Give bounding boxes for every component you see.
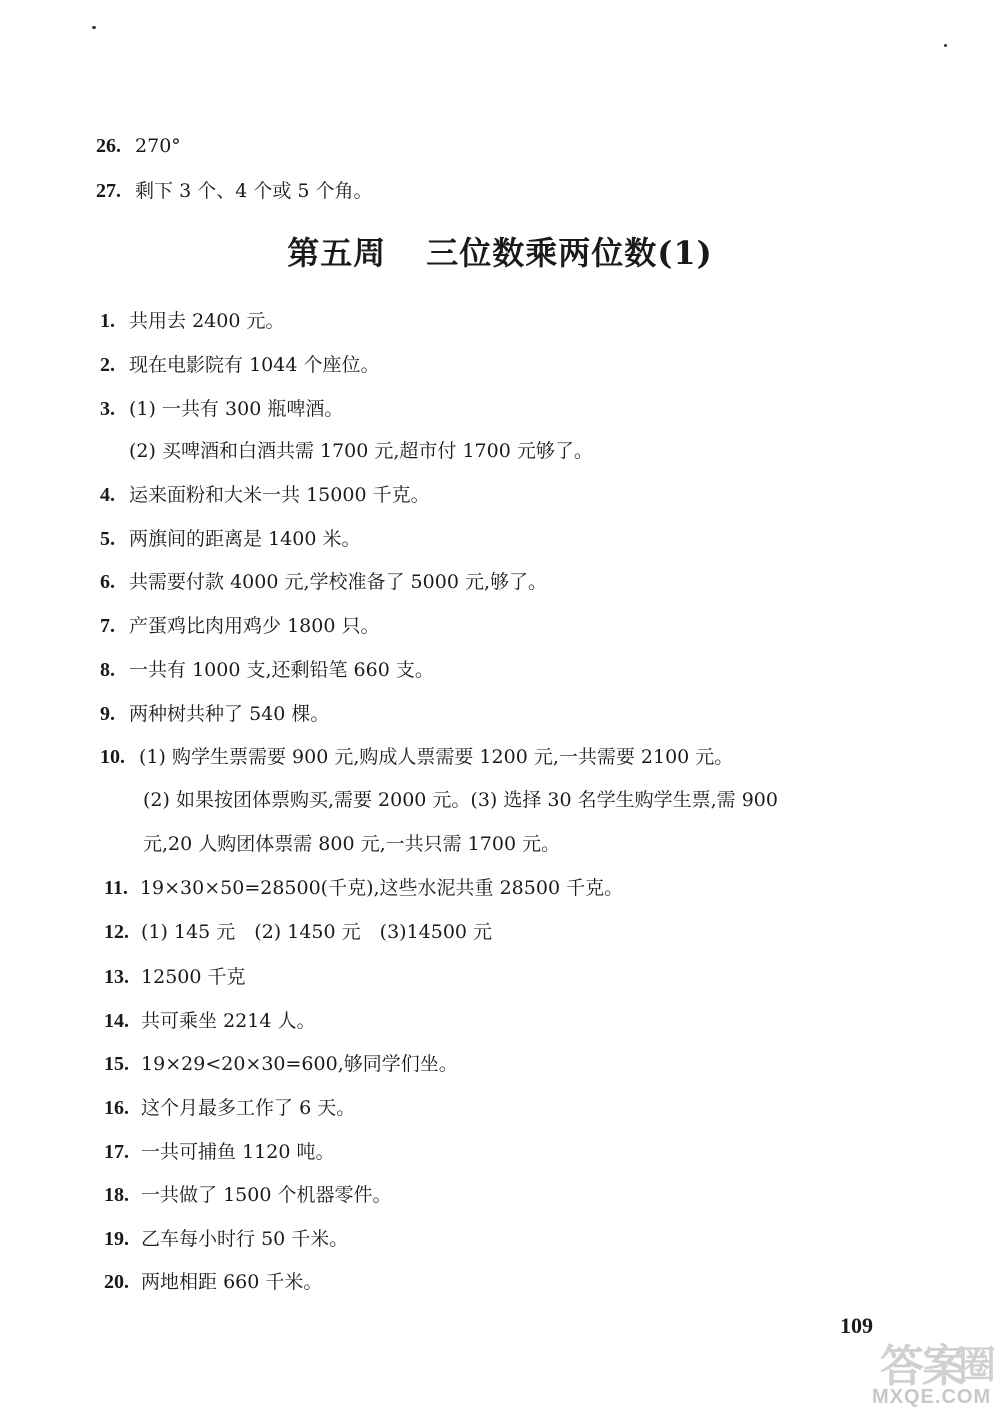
answer-17	[104, 1139, 334, 1165]
section-title	[0, 233, 1000, 273]
answer-3-continued	[129, 438, 593, 464]
answer-11	[104, 875, 623, 901]
answer-text: 这个月最多工作了 6 天。	[141, 1097, 356, 1119]
answer-text: 19×29<20×30=600,够同学们坐。	[141, 1053, 458, 1075]
answer-13	[104, 964, 246, 990]
answer-number: 12 .	[104, 921, 129, 943]
answer-20	[104, 1269, 322, 1295]
answer-text: 共用去 2400 元。	[129, 310, 285, 332]
answer-26	[96, 133, 181, 159]
answer-number: 3 .	[100, 398, 115, 420]
answer-number: 9 .	[100, 703, 115, 725]
page-number: 109	[840, 1313, 873, 1338]
answer-text: 元,20 人购团体票需 800 元,一共只需 1700 元。	[143, 833, 561, 855]
answer-text: (2) 如果按团体票购买,需要 2000 元。(3) 选择 30 名学生购学生票,需 900	[143, 789, 778, 811]
answer-number: 19 .	[104, 1228, 129, 1250]
answer-number: 4 .	[100, 484, 115, 506]
scan-speck	[944, 44, 947, 47]
answer-text: 产蛋鸡比肉用鸡少 1800 只。	[129, 615, 380, 637]
answer-18	[104, 1182, 391, 1208]
answer-number: 5 .	[100, 528, 115, 550]
scan-speck	[92, 26, 96, 29]
answer-number: 1 .	[100, 310, 115, 332]
answer-text: 两地相距 660 千米。	[141, 1271, 323, 1293]
answer-text: (2) 买啤酒和白酒共需 1700 元,超市付 1700 元够了。	[129, 440, 593, 462]
answer-number: 11 .	[104, 877, 128, 899]
answer-text: 剩下 3 个、4 个或 5 个角。	[135, 180, 373, 202]
answer-10	[100, 744, 733, 770]
answer-number: 13 .	[104, 966, 129, 988]
answer-14	[104, 1008, 315, 1034]
answer-27	[96, 178, 373, 204]
answer-16	[104, 1095, 355, 1121]
watermark-glyph: 答	[880, 1341, 924, 1392]
answer-6	[100, 569, 547, 595]
answer-text: 12500 千克	[141, 966, 246, 988]
watermark-glyph: 圈	[958, 1343, 997, 1387]
answer-text: 270°	[135, 135, 181, 157]
answer-number: 26 .	[96, 135, 121, 157]
answer-text: (1) 145 元 (2) 1450 元 (3)14500 元	[141, 921, 493, 943]
answer-7	[100, 613, 379, 639]
answer-15	[104, 1051, 458, 1077]
answer-number: 6 .	[100, 571, 115, 593]
answer-19	[104, 1226, 348, 1252]
answer-number: 18 .	[104, 1184, 129, 1206]
answer-number: 7 .	[100, 615, 115, 637]
answer-8	[100, 657, 434, 683]
answer-4	[100, 482, 430, 508]
answer-number: 8 .	[100, 659, 115, 681]
watermark-text: MXQE.COM	[872, 1386, 992, 1408]
answer-number: 17 .	[104, 1141, 129, 1163]
answer-text: 乙车每小时行 50 千米。	[141, 1228, 349, 1250]
answer-text: 运来面粉和大米一共 15000 千克。	[129, 484, 430, 506]
answer-3	[100, 396, 343, 422]
answer-number: 20 .	[104, 1271, 129, 1293]
section-title-week: 第五周	[287, 234, 387, 272]
answer-text: 共可乘坐 2214 人。	[141, 1010, 316, 1032]
answer-text: 一共有 1000 支,还剩铅笔 660 支。	[129, 659, 434, 681]
answer-number: 2 .	[100, 354, 115, 376]
answer-text: 共需要付款 4000 元,学校准备了 5000 元,够了。	[129, 571, 547, 593]
answer-1	[100, 308, 284, 334]
answer-10-continued	[143, 787, 778, 813]
answer-text: (1) 购学生票需要 900 元,购成人票需要 1200 元,一共需要 2100 元。	[139, 746, 734, 768]
watermark-glyph: 案	[922, 1341, 966, 1392]
answer-number: 10 .	[100, 746, 125, 768]
answer-number: 27 .	[96, 180, 121, 202]
answer-text: 一共可捕鱼 1120 吨。	[141, 1141, 335, 1163]
answer-number: 15 .	[104, 1053, 129, 1075]
answer-text: 现在电影院有 1044 个座位。	[129, 354, 380, 376]
answer-text: (1) 一共有 300 瓶啤酒。	[129, 398, 344, 420]
section-title-topic: 三位数乘两位数(1)	[426, 234, 713, 272]
answer-text: 一共做了 1500 个机器零件。	[141, 1184, 392, 1206]
answer-5	[100, 526, 360, 552]
answer-12	[104, 919, 492, 945]
answer-10-continued	[143, 831, 560, 857]
answer-9	[100, 701, 329, 727]
answer-text: 两种树共种了 540 棵。	[129, 703, 330, 725]
answer-number: 14 .	[104, 1010, 129, 1032]
answer-text: 两旗间的距离是 1400 米。	[129, 528, 361, 550]
answer-text: 19×30×50=28500(千克),这些水泥共重 28500 千克。	[139, 877, 624, 899]
answer-number: 16 .	[104, 1097, 129, 1119]
answer-2	[100, 352, 379, 378]
